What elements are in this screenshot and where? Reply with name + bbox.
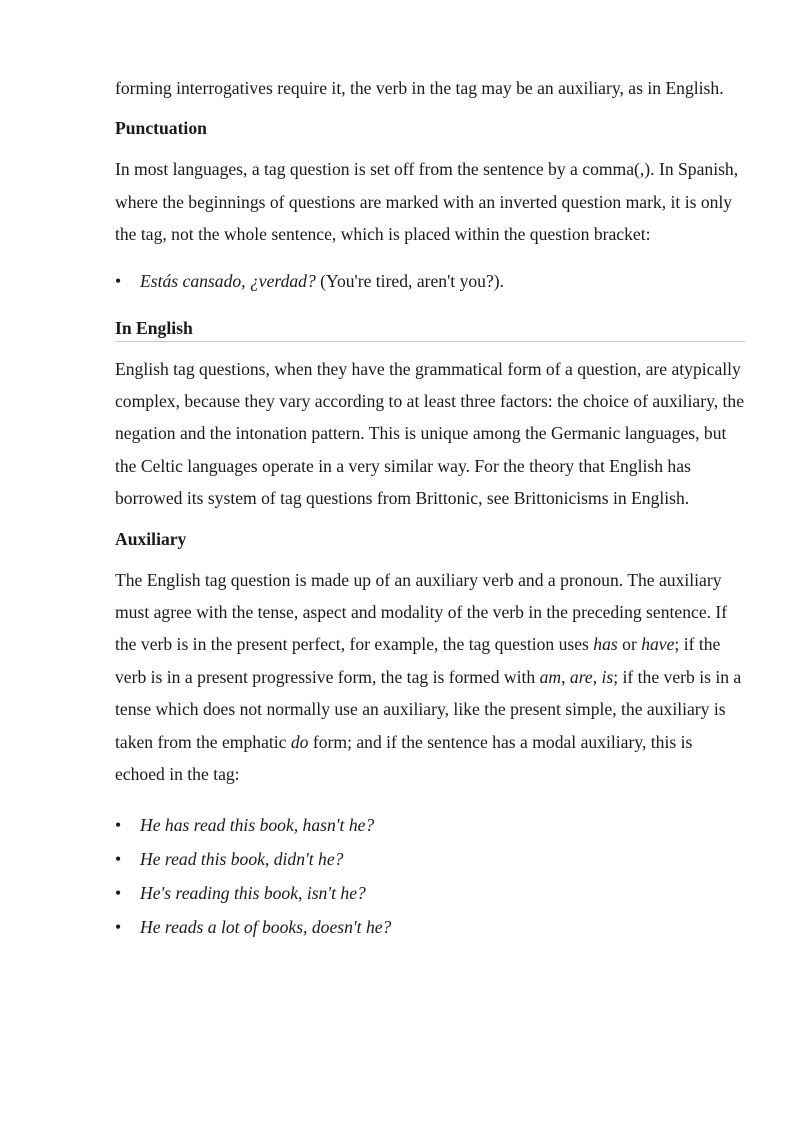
in-english-heading: In English bbox=[115, 316, 745, 342]
spanish-example: Estás cansado, ¿verdad? bbox=[140, 270, 316, 291]
example-text: He's reading this book, isn't he? bbox=[140, 882, 366, 903]
list-item bbox=[115, 881, 745, 905]
document-page bbox=[115, 70, 745, 939]
example-text: He read this book, didn't he? bbox=[140, 848, 344, 869]
spanish-example-translation: (You're tired, aren't you?). bbox=[315, 270, 505, 291]
punctuation-example-list bbox=[115, 269, 745, 293]
auxiliary-heading: Auxiliary bbox=[115, 528, 187, 549]
auxiliary-italic-have: have bbox=[641, 634, 675, 655]
list-item bbox=[115, 847, 745, 871]
auxiliary-italic-has: has bbox=[593, 634, 618, 655]
auxiliary-paragraph bbox=[115, 564, 745, 791]
bullet-icon: • bbox=[115, 916, 122, 937]
list-item bbox=[115, 813, 745, 837]
auxiliary-text-5: form; and if the sentence has a modal auxiliary, this is echoed in the tag: bbox=[115, 731, 693, 785]
auxiliary-italic-do: do bbox=[290, 731, 309, 752]
auxiliary-example-list bbox=[115, 813, 745, 939]
example-text: He reads a lot of books, doesn't he? bbox=[140, 916, 392, 937]
bullet-icon: • bbox=[115, 882, 122, 903]
bullet-icon: • bbox=[115, 814, 122, 835]
auxiliary-text-4: ; if the verb is in a tense which does not normally use an auxiliary, like the present simple, the auxiliary is taken from the emphatic bbox=[115, 666, 742, 752]
auxiliary-text-2: or bbox=[617, 634, 642, 655]
auxiliary-text-1: The English tag question is made up of an auxiliary verb and a pronoun. The auxiliary must agree with the tense, aspect and modality of the verb in the preceding sentence. If the verb is in the present perfect, for example, the tag question uses bbox=[115, 569, 728, 655]
list-item bbox=[115, 269, 745, 293]
intro-paragraph: forming interrogatives require it, the verb in the tag may be an auxiliary, as in English. bbox=[115, 78, 724, 98]
auxiliary-italic-am-are-is: am, are, is bbox=[539, 666, 614, 687]
bullet-icon: • bbox=[115, 270, 122, 291]
list-item bbox=[115, 915, 745, 939]
punctuation-heading: Punctuation bbox=[115, 118, 207, 139]
in-english-paragraph: English tag questions, when they have the grammatical form of a question, are atypically complex, because they vary according to at least three factors: the choice of auxiliary, the negation and the intonation pattern. This is unique among the Germanic languages, but the Celtic languages operate in a very similar way. For the theory that English has borrowed its system of tag questions from Brittonic, see Brittonicisms in English. bbox=[115, 358, 745, 509]
auxiliary-text-3: ; if the verb is in a present progressive form, the tag is formed with bbox=[115, 634, 721, 687]
bullet-icon: • bbox=[115, 848, 122, 869]
punctuation-paragraph: In most languages, a tag question is set off from the sentence by a comma(,). In Spanish, where the beginnings of questions are marked with an inverted question mark, it is only the tag, not the whole sentence, which is placed within the question bracket: bbox=[115, 159, 739, 245]
example-text: He has read this book, hasn't he? bbox=[140, 814, 375, 835]
